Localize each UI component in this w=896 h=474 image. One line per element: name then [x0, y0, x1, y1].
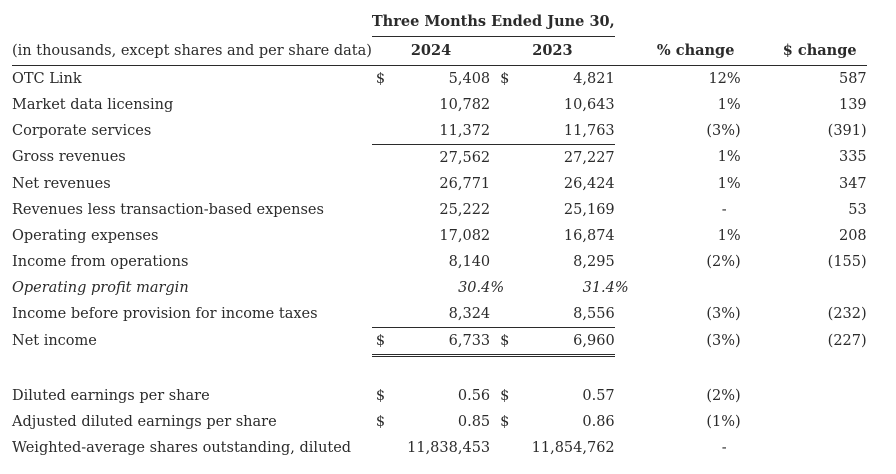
table-row: [12, 301, 867, 328]
dollar-change: 587: [838, 70, 867, 87]
dollar-change: [749, 275, 867, 301]
currency-symbol: $: [490, 327, 521, 355]
row-label: Revenues less transaction-based expenses: [12, 201, 324, 218]
column-header-row: [12, 37, 867, 66]
table-row: [12, 249, 867, 275]
year-2023-header: 2023: [490, 37, 615, 66]
currency-symbol: $: [375, 70, 386, 87]
value-2024: 26,771: [439, 175, 491, 192]
currency-symbol: $: [500, 387, 510, 404]
value-2023: 16,874: [563, 227, 615, 244]
table-row: [12, 197, 867, 223]
value-2023: 4,821: [573, 70, 615, 87]
value-2023: 11,763: [521, 118, 614, 145]
pct-change: 1%: [717, 149, 741, 166]
financial-summary-table: [12, 8, 867, 461]
pct-change: (2%): [706, 387, 741, 404]
pct-change: (2%): [706, 253, 741, 270]
row-label: Income before provision for income taxes: [12, 305, 318, 322]
pct-change: 12%: [708, 70, 741, 87]
table-row: [12, 223, 867, 249]
dollar-change: (391): [827, 122, 867, 139]
pct-change: (3%): [706, 305, 741, 322]
dollar-change: 335: [838, 149, 867, 166]
dollar-change: (232): [827, 305, 867, 322]
table-row: [12, 118, 867, 145]
dollar-change: [749, 435, 867, 461]
dollar-change: 347: [838, 175, 867, 192]
table-row: [12, 275, 867, 301]
value-2024: 8,324: [397, 301, 490, 328]
table-row: [12, 171, 867, 197]
pct-change: [615, 275, 749, 301]
value-2023: 25,169: [563, 201, 615, 218]
row-label: Corporate services: [12, 122, 152, 139]
table-row: [12, 92, 867, 118]
value-2023: 31.4%: [582, 279, 629, 296]
value-2024: 6,733: [397, 327, 490, 355]
row-label: Weighted-average shares outstanding, diluted: [12, 439, 352, 456]
period-heading: Three Months Ended June 30,: [372, 8, 615, 37]
currency-symbol: $: [375, 413, 386, 430]
pct-change: 1%: [717, 175, 741, 192]
row-label: OTC Link: [12, 70, 82, 87]
dollar-change: 208: [838, 227, 867, 244]
value-2023: 26,424: [563, 175, 615, 192]
pct-change-header: % change: [615, 37, 749, 66]
row-label: Income from operations: [12, 253, 189, 270]
table-row: [12, 409, 867, 435]
dollar-change: [749, 409, 867, 435]
value-2024: 27,562: [439, 149, 491, 166]
value-2024: 25,222: [439, 201, 491, 218]
table-row: [12, 327, 867, 355]
row-label: Diluted earnings per share: [12, 387, 210, 404]
pct-change: 1%: [717, 227, 741, 244]
value-2024: 10,782: [439, 96, 491, 113]
value-2023: 0.57: [582, 387, 615, 404]
year-2024-header: 2024: [372, 37, 490, 66]
table-row: [12, 383, 867, 409]
value-2024: 17,082: [439, 227, 491, 244]
units-caption: (in thousands, except shares and per share data): [12, 37, 372, 66]
spacer-row: [12, 355, 867, 383]
value-2023: 8,556: [521, 301, 614, 328]
value-2023: 0.86: [582, 413, 615, 430]
value-2024: 30.4%: [458, 279, 505, 296]
currency-symbol: $: [375, 387, 386, 404]
currency-symbol: $: [500, 413, 510, 430]
table-row: [12, 435, 867, 461]
pct-change: (3%): [706, 122, 741, 139]
row-label: Adjusted diluted earnings per share: [12, 413, 277, 430]
table-row: [12, 65, 867, 92]
pct-change: (3%): [706, 333, 741, 349]
dollar-change-header: $ change: [749, 37, 867, 66]
period-header-row: [12, 8, 867, 37]
dollar-change: 53: [848, 201, 867, 218]
value-2024: 0.56: [457, 387, 491, 404]
dollar-change: (227): [827, 333, 867, 349]
value-2024: 8,140: [448, 253, 491, 270]
value-2024: 11,372: [397, 118, 490, 145]
value-2024: 11,838,453: [407, 439, 491, 456]
row-label: Net income: [12, 333, 97, 349]
table-row: [12, 144, 867, 171]
row-label: Operating expenses: [12, 227, 159, 244]
dollar-change: [749, 383, 867, 409]
row-label: Gross revenues: [12, 149, 126, 166]
pct-change: -: [721, 201, 727, 218]
value-2023: 11,854,762: [531, 439, 615, 456]
value-2023: 27,227: [563, 149, 615, 166]
value-2024: 5,408: [448, 70, 491, 87]
pct-change: (1%): [706, 413, 741, 430]
dollar-change: (155): [827, 253, 867, 270]
row-label: Net revenues: [12, 175, 111, 192]
currency-symbol: $: [372, 327, 397, 355]
dollar-change: 139: [838, 96, 867, 113]
pct-change: -: [721, 439, 727, 456]
row-label: Market data licensing: [12, 96, 174, 113]
pct-change: 1%: [717, 96, 741, 113]
value-2023: 6,960: [521, 327, 614, 355]
currency-symbol: $: [500, 70, 510, 87]
value-2023: 8,295: [573, 253, 615, 270]
value-2023: 10,643: [563, 96, 615, 113]
row-label: Operating profit margin: [12, 279, 189, 296]
value-2024: 0.85: [457, 413, 491, 430]
